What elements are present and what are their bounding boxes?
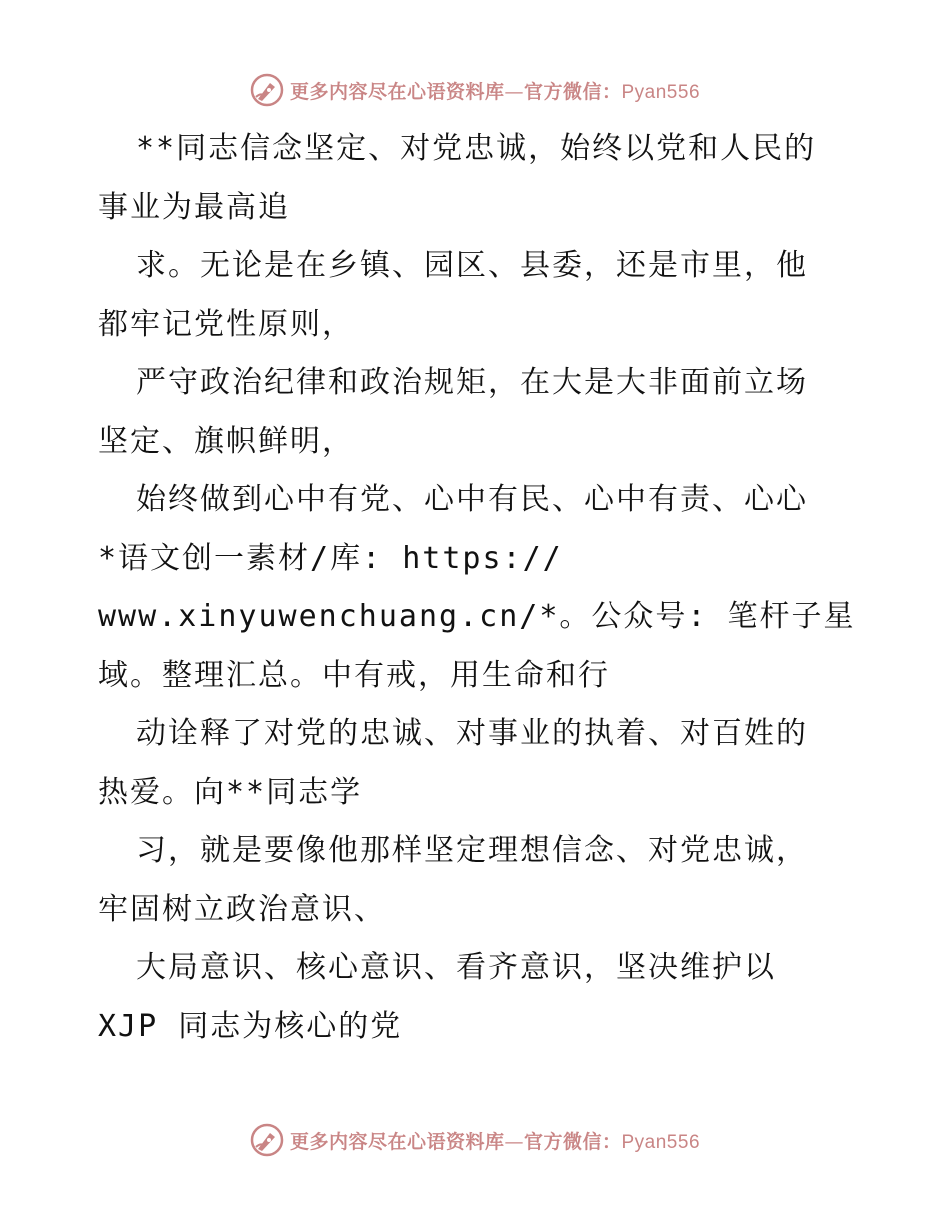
pen-nib-circle-icon [250,1123,284,1157]
text-line: *语文创一素材/库: https:// [98,540,563,576]
text-line: 求。无论是在乡镇、园区、县委，还是市里，他 [136,248,808,283]
text-line: 都牢记党性原则， [98,306,354,342]
banner-dash: — [504,80,524,103]
banner-id: Pyan556 [621,81,701,103]
document-body [98,120,858,1056]
text-line: 牢固树立政治意识、 [98,891,386,927]
banner-text [290,1127,700,1154]
text-line: 严守政治纪律和政治规矩，在大是大非面前立场 [136,365,808,400]
text-line: **同志信念坚定、对党忠诚，始终以党和人民的 [136,131,817,166]
text-line: www.xinyuwenchuang.cn/*。公众号: 笔杆子星 [98,599,856,634]
banner-main: 更多内容尽在心语资料库 [289,80,505,103]
banner-text [290,77,700,104]
text-line: 坚定、旗帜鲜明， [98,423,354,459]
banner-dash: — [504,1130,524,1153]
pen-nib-circle-icon [250,73,284,107]
text-line: 大局意识、核心意识、看齐意识，坚决维护以 [136,950,776,985]
footer-banner [0,1120,950,1160]
text-line: 习，就是要像他那样坚定理想信念、对党忠诚， [136,833,808,868]
banner-contact: 官方微信： [523,80,622,103]
banner-contact: 官方微信： [523,1130,622,1153]
text-line: XJP 同志为核心的党 [98,1008,403,1044]
banner-main: 更多内容尽在心语资料库 [289,1130,505,1153]
text-line: 域。整理汇总。中有戒，用生命和行 [98,657,610,693]
text-line: 动诠释了对党的忠诚、对事业的执着、对百姓的 [136,716,808,751]
header-banner [0,70,950,110]
text-line: 始终做到心中有党、心中有民、心中有责、心心 [136,482,808,517]
banner-id: Pyan556 [621,1131,701,1153]
text-line: 热爱。向**同志学 [98,774,363,810]
text-line: 事业为最高追 [98,189,290,225]
